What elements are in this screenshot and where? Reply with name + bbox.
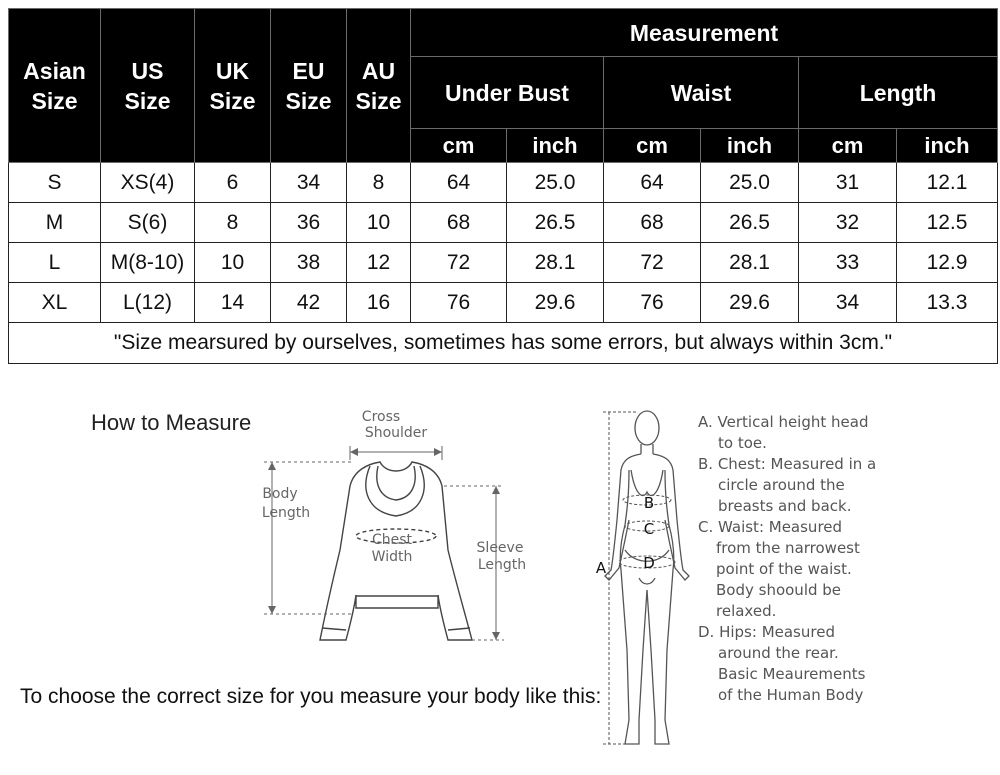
table-cell: S(6) (101, 203, 195, 243)
legend-item: C. Waist: Measured from the narrowest point of the waist. Body shoould be relaxed. (698, 518, 860, 620)
chest-width-label: Chest (371, 532, 413, 548)
table-cell: 36 (271, 203, 347, 243)
legend-item: D. Hips: Measured around the rear. Basic Meaurements of the Human Body (698, 623, 866, 704)
table-cell: 8 (195, 203, 271, 243)
header-asian-size: Asian Size (9, 9, 101, 163)
header-unit-cm: cm (411, 129, 507, 163)
header-uk-size: UK Size (195, 9, 271, 163)
table-row (9, 163, 998, 203)
table-cell: 76 (411, 283, 507, 323)
table-cell: 12 (347, 243, 411, 283)
table-cell: 72 (604, 243, 701, 283)
table-cell: 12.1 (897, 163, 998, 203)
header-unit-cm: cm (799, 129, 897, 163)
header-unit-inch: inch (897, 129, 998, 163)
header-au-size: AU Size (347, 9, 411, 163)
table-cell: 64 (411, 163, 507, 203)
table-cell: 28.1 (507, 243, 604, 283)
measure-instruction: To choose the correct size for you measure your body like this: (20, 685, 602, 708)
sleeve-length-label: Length (477, 557, 527, 573)
table-cell: 12.9 (897, 243, 998, 283)
table-cell: XL (9, 283, 101, 323)
table-cell: 28.1 (701, 243, 799, 283)
table-cell: 8 (347, 163, 411, 203)
header-unit-inch: inch (507, 129, 604, 163)
sweater-diagram (250, 400, 550, 650)
table-cell: 14 (195, 283, 271, 323)
table-cell: 12.5 (897, 203, 998, 243)
header-unit-inch: inch (701, 129, 799, 163)
header-measurement: Measurement (411, 9, 998, 57)
table-cell: M(8-10) (101, 243, 195, 283)
legend-item: B. Chest: Measured in a circle around the breasts and back. (698, 455, 877, 515)
measurement-legend (698, 412, 988, 706)
table-cell: 38 (271, 243, 347, 283)
table-cell: 25.0 (701, 163, 799, 203)
table-cell: 32 (799, 203, 897, 243)
table-cell: 26.5 (701, 203, 799, 243)
header-us-size: US Size (101, 9, 195, 163)
marker-c: C (643, 520, 655, 538)
table-cell: 10 (347, 203, 411, 243)
table-cell: 68 (411, 203, 507, 243)
header-length: Length (799, 57, 998, 129)
cross-shoulder-label: Cross (361, 409, 401, 425)
table-cell: 76 (604, 283, 701, 323)
sleeve-length-label: Sleeve (476, 540, 524, 556)
table-cell: 33 (799, 243, 897, 283)
size-chart-table (8, 8, 998, 364)
table-cell: 25.0 (507, 163, 604, 203)
table-cell: 16 (347, 283, 411, 323)
how-to-measure-title: How to Measure (91, 410, 252, 435)
body-length-label: Length (261, 505, 311, 521)
table-cell: 34 (271, 163, 347, 203)
table-cell: 10 (195, 243, 271, 283)
table-cell: 26.5 (507, 203, 604, 243)
chest-width-label: Width (371, 549, 413, 565)
header-waist: Waist (604, 57, 799, 129)
table-cell: 34 (799, 283, 897, 323)
header-eu-size: EU Size (271, 9, 347, 163)
table-cell: 29.6 (507, 283, 604, 323)
measurement-note: "Size mearsured by ourselves, sometimes has some errors, but always within 3cm." (9, 323, 998, 364)
table-cell: XS(4) (101, 163, 195, 203)
body-length-label: Body (262, 486, 298, 502)
table-cell: L (9, 243, 101, 283)
table-cell: 6 (195, 163, 271, 203)
table-row (9, 203, 998, 243)
table-cell: 68 (604, 203, 701, 243)
legend-item: A. Vertical height head to toe. (698, 413, 869, 452)
table-cell: M (9, 203, 101, 243)
marker-b: B (643, 494, 655, 512)
table-cell: 64 (604, 163, 701, 203)
table-row (9, 243, 998, 283)
table-row (9, 283, 998, 323)
marker-d: D (643, 554, 655, 572)
header-under-bust: Under Bust (411, 57, 604, 129)
table-cell: 72 (411, 243, 507, 283)
table-cell: L(12) (101, 283, 195, 323)
table-cell: 31 (799, 163, 897, 203)
body-figure-diagram (585, 400, 695, 770)
cross-shoulder-label: Shoulder (364, 425, 428, 441)
table-cell: S (9, 163, 101, 203)
table-cell: 42 (271, 283, 347, 323)
table-cell: 13.3 (897, 283, 998, 323)
header-unit-cm: cm (604, 129, 701, 163)
table-cell: 29.6 (701, 283, 799, 323)
marker-a: A (595, 559, 607, 577)
